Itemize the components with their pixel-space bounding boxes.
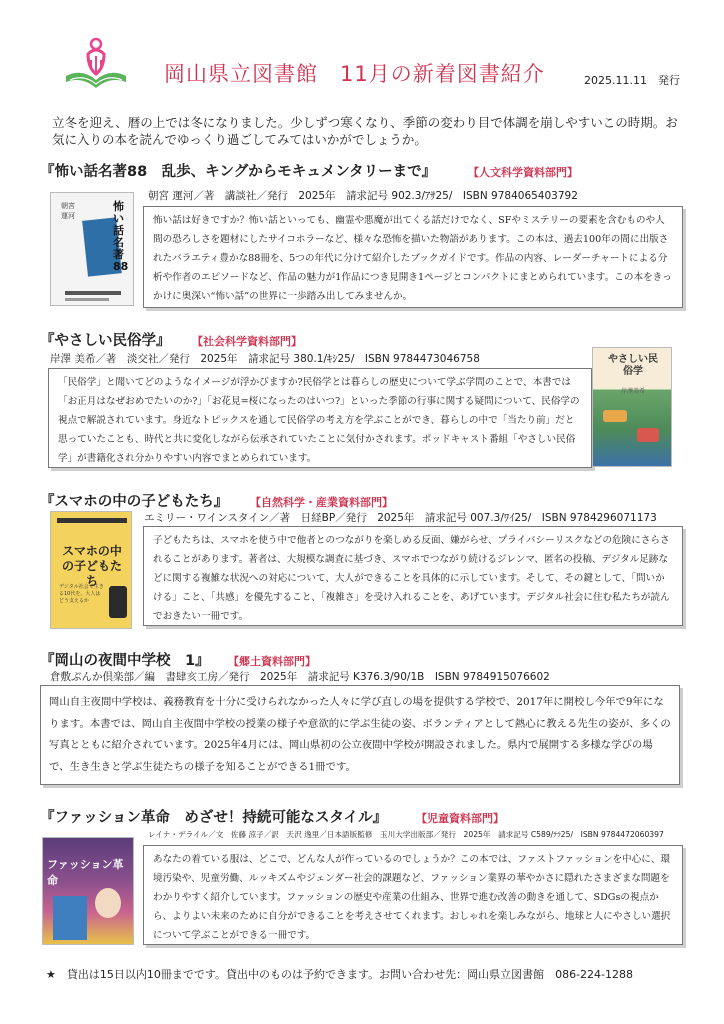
cover-note: デジタル社会で生きる10代を、大人はどう支えるか [59, 584, 104, 604]
book-meta: レイナ・デライル／文 佐藤 涼子／訳 天沢 逸里／日本語版監修 玉川大学出版部／発行 2025年 請求記号 C589/ﾃﾗ25/ ISBN 9784472060397 [148, 830, 664, 839]
book-category: 【児童資料部門】 [416, 812, 504, 825]
library-logo [60, 36, 132, 94]
book-category: 【郷土資料部門】 [228, 655, 316, 668]
book-cover [50, 511, 132, 629]
book-description: 子どもたちは、スマホを使う中で他者とのつながりを楽しめる反面、嫌がらせ、プライバシーリスクなどの危険にさらされることがあります。著者は、大規模な調査に基づき、スマホでつながり続けるジレンマ、匿名の投稿、デジタル足跡などに関する複雑な状況への対応について、大人ができることを具体的に示しています。そして、その鍵として、「問いかける」こと、「共感」を優先すること、「複雑さ」を受け入れることを、あげています。デジタル社会に住む私たちが読んでおきたい一冊です。 [143, 526, 683, 626]
book-category: 【人文科学資料部門】 [468, 166, 578, 179]
cover-author: 岸澤美希 [620, 388, 645, 395]
book-category: 【自然科学・産業資料部門】 [250, 496, 393, 509]
footer-note: ★ 貸出は15日以内10冊までです。貸出中のものは予約できます。お問い合わせ先：岡山県立図書館 086-224-1288 [46, 968, 634, 981]
intro-text: 立冬を迎え、暦の上では冬になりました。少しずつ寒くなり、季節の変わり目で体調を崩しやすいこの時期。お気に入りの本を読んでゆっくり過ごしてみてはいかがでしょうか。 [52, 115, 678, 147]
book-meta: 倉敷ぶんか倶楽部／編 書肆亥工房／発行 2025年 請求記号 K376.3/90/1B ISBN 9784915076602 [50, 671, 550, 683]
book-cover [50, 192, 134, 306]
cover-title: 怖い話名著88 [113, 200, 129, 273]
book-title: 『怖い話名著88 乱歩、キングからモキュメンタリーまで』 [40, 164, 437, 180]
book-description: 怖い話は好きですか？怖い話といっても、幽霊や悪魔が出てくる話だけでなく、SFやミステリーの要素を含むものや人間の恐ろしさを題材にしたサイコホラーなど、様々な恐怖を描いた物語があります。この本は、過去100年の間に出版されたバラエティ豊かな88冊を、5つの年代に分けて紹介したブックガイドです。作品の内容、レーダーチャートによる分析や作者のエピソードなど、作品の魅力が1作品につき見開き1ページとコンパクトにまとめられています。この本をきっかけに奥深い“怖い話”の世界に一歩踏み出してみませんか。 [143, 206, 683, 308]
book-title: 『ファッション革命 めざせ！持続可能なスタイル』 [40, 810, 388, 826]
book-title: 『スマホの中の子どもたち』 [40, 494, 229, 510]
page-title: 岡山県立図書館 11月の新着図書紹介 [164, 62, 545, 86]
book-cover [42, 837, 134, 945]
cover-title: スマホの中の子どもたち [61, 544, 122, 588]
phone-illustration [109, 586, 127, 618]
person-illustration [95, 888, 121, 918]
cover-title: ファッション革命 [47, 858, 124, 887]
book-meta: 岸澤 美希／著 淡交社／発行 2025年 請求記号 380.1/ｷｼ25/ ISBN 9784473046758 [50, 353, 480, 365]
book-title: 『やさしい民俗学』 [40, 333, 171, 349]
book-cover [592, 347, 672, 467]
book-title: 『岡山の夜間中学校 1』 [40, 653, 210, 669]
book-category: 【社会科学資料部門】 [192, 335, 302, 348]
book-description: 「民俗学」と聞いてどのようなイメージが浮かびますか?民俗学とは暮らしの歴史について学ぶ学問のことで、本書では「お正月はなぜおめでたいのか?」「お花見=桜になったのはいつ?」といった季節の行事に関する疑問について、民俗学の視点で解説されています。身近なトピックスを通して民俗学の考え方を学ぶことができ、暮らしの中で「当たり前」だと思っていたことも、時代と共に変化しながら伝承されていたことに気付かされます。ポッドキャスト番組「やさしい民俗学」が書籍化され分かりやすい内容でまとめられています。 [48, 368, 592, 468]
book-meta: エミリー・ワインスタイン／著 日経BP／発行 2025年 請求記号 007.3/ﾜｲ25/ ISBN 9784296071173 [144, 512, 657, 524]
book-description: あなたの着ている服は、どこで、どんな人が作っているのでしょうか？この本では、ファストファッションを中心に、環境汚染や、児童労働、ルッキズムやジェンダー社会的課題など、ファッション業界の華やかさに隠れたさまざまな問題をわかりやすく紹介しています。ファッションの歴史や産業の仕組み、世界で進む改善の動きを通して、SDGsの視点から、よりよい未来のために自分ができることを考えさせてくれます。おしゃれを楽しみながら、地球と人にやさしい選択について学ぶことができる一冊です。 [143, 845, 683, 945]
cover-author: 朝宮運河 [61, 202, 75, 220]
book-description: 岡山自主夜間中学校は、義務教育を十分に受けられなかった人々に学び直しの場を提供する学校で、2017年に開校し今年で9年になります。本書では、岡山自主夜間中学校の授業の様子や意欲的に学ぶ生徒の姿、ボランティアとして熱心に教える先生の姿が、多くの写真とともに紹介されています。2025年4月には、岡山県初の公立夜間中学校が開設されました。県内で展開する多様な学びの場で、生き生きと学ぶ生徒たちの様子を知ることができる1冊です。 [40, 685, 680, 785]
issue-date: 2025.11.11 発行 [584, 74, 680, 87]
cover-title: やさしい民俗学 [608, 354, 658, 377]
book-meta: 朝宮 運河／著 講談社／発行 2025年 請求記号 902.3/ｱｻ25/ ISBN 9784065403792 [148, 190, 578, 202]
